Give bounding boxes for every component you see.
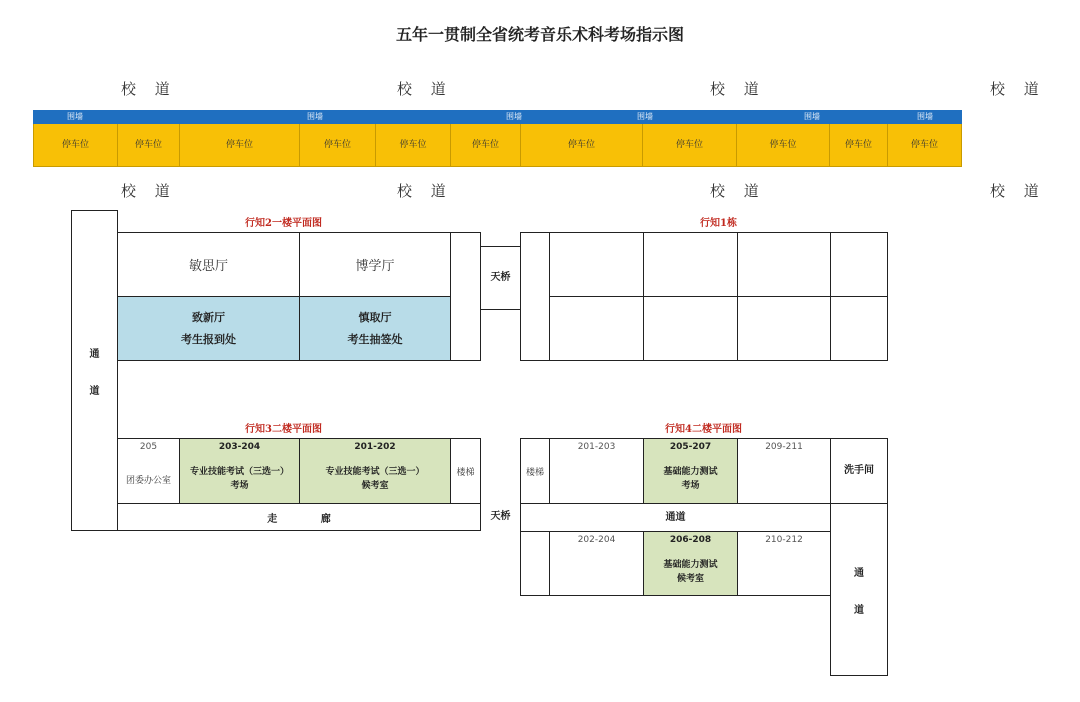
room-206-208 bbox=[643, 531, 738, 596]
channel-char: 通 bbox=[854, 567, 864, 579]
school-road-label: 校 道 bbox=[990, 182, 1039, 200]
room-desc: 考生报到处 bbox=[181, 332, 236, 346]
hall-boxue: 博学厅 bbox=[299, 232, 451, 297]
room-desc: 候考室 bbox=[361, 481, 389, 491]
wall-label: 围墙 bbox=[307, 112, 323, 121]
building1-room bbox=[737, 232, 831, 297]
parking-space: 停车位 bbox=[830, 124, 888, 167]
building1-room bbox=[830, 232, 888, 297]
hall-minsi: 敏思厅 bbox=[117, 232, 300, 297]
room-209-211 bbox=[737, 438, 831, 504]
page-title: 五年一贯制全省统考音乐术科考场指示图 bbox=[395, 25, 684, 44]
room-desc: 基础能力测试 bbox=[663, 467, 718, 477]
room-number: 210-212 bbox=[765, 535, 803, 545]
room-210-212 bbox=[737, 531, 831, 596]
room-name: 慎取厅 bbox=[358, 310, 392, 324]
stairs-b3: 楼梯 bbox=[450, 438, 481, 504]
room-number: 202-204 bbox=[577, 535, 616, 545]
building3-title: 行知3二楼平面图 bbox=[245, 424, 322, 435]
building1-room bbox=[737, 296, 831, 361]
washroom: 洗手间 bbox=[830, 438, 888, 504]
stairs-b4: 楼梯 bbox=[520, 438, 550, 504]
parking-space: 停车位 bbox=[643, 124, 737, 167]
room-desc: 团委办公室 bbox=[125, 476, 171, 486]
room-desc: 专业技能考试（三选一） bbox=[325, 467, 425, 477]
parking-space: 停车位 bbox=[180, 124, 300, 167]
building1-room bbox=[643, 232, 738, 297]
room-desc: 基础能力测试 bbox=[663, 560, 718, 570]
corridor-b4: 通道 bbox=[520, 503, 831, 532]
school-road-label: 校 道 bbox=[710, 80, 759, 98]
left-channel bbox=[71, 210, 118, 531]
parking-space: 停车位 bbox=[521, 124, 643, 167]
parking-space: 停车位 bbox=[737, 124, 830, 167]
building4-side-room bbox=[520, 531, 550, 596]
room-name: 致新厅 bbox=[192, 310, 225, 324]
sky-bridge-top: 天桥 bbox=[480, 246, 521, 310]
room-203-204 bbox=[179, 438, 300, 504]
wall-label: 围墙 bbox=[637, 112, 653, 121]
room-201-203 bbox=[549, 438, 644, 504]
wall-label: 围墙 bbox=[804, 112, 820, 121]
room-number: 203-204 bbox=[218, 442, 261, 452]
sky-bridge-bottom: 天桥 bbox=[490, 511, 511, 522]
room-number: 209-211 bbox=[765, 442, 803, 452]
room-desc: 考场 bbox=[230, 481, 249, 491]
corridor-b3 bbox=[117, 503, 481, 531]
room-desc: 考生抽签处 bbox=[347, 332, 403, 346]
parking-space: 停车位 bbox=[451, 124, 521, 167]
channel-char: 通 bbox=[89, 348, 100, 360]
room-number: 206-208 bbox=[669, 535, 712, 545]
channel-char: 道 bbox=[89, 385, 100, 397]
room-number: 205-207 bbox=[669, 442, 712, 452]
building4-title: 行知4二楼平面图 bbox=[665, 424, 742, 435]
room-205 bbox=[117, 438, 180, 504]
room-shenqu bbox=[299, 296, 451, 361]
room-205-207 bbox=[643, 438, 738, 504]
room-zhixin bbox=[117, 296, 300, 361]
wall-label: 围墙 bbox=[506, 112, 522, 121]
school-road-label: 校 道 bbox=[710, 182, 759, 200]
building1-side-room bbox=[520, 232, 550, 361]
parking-space: 停车位 bbox=[300, 124, 376, 167]
parking-space: 停车位 bbox=[118, 124, 180, 167]
room-desc: 专业技能考试（三选一） bbox=[189, 467, 289, 477]
right-channel bbox=[830, 503, 888, 676]
corridor-label: 走 廊 bbox=[267, 514, 331, 525]
room-201-202 bbox=[299, 438, 451, 504]
building2-side-room bbox=[450, 232, 481, 361]
school-road-label: 校 道 bbox=[121, 80, 170, 98]
parking-space: 停车位 bbox=[376, 124, 451, 167]
building2-title: 行知2一楼平面图 bbox=[245, 218, 322, 229]
building1-room bbox=[830, 296, 888, 361]
wall-label: 围墙 bbox=[67, 112, 83, 121]
room-202-204 bbox=[549, 531, 644, 596]
room-desc: 候考室 bbox=[676, 574, 704, 584]
building1-room bbox=[549, 232, 644, 297]
building1-room bbox=[549, 296, 644, 361]
channel-char: 道 bbox=[854, 604, 864, 616]
school-road-label: 校 道 bbox=[397, 182, 446, 200]
building1-room bbox=[643, 296, 738, 361]
parking-space: 停车位 bbox=[33, 124, 118, 167]
room-number: 201-203 bbox=[577, 442, 616, 452]
school-road-label: 校 道 bbox=[990, 80, 1039, 98]
school-road-label: 校 道 bbox=[121, 182, 170, 200]
building1-title: 行知1栋 bbox=[700, 218, 737, 229]
room-number: 201-202 bbox=[354, 442, 396, 452]
room-number: 205 bbox=[139, 442, 158, 452]
school-road-label: 校 道 bbox=[397, 80, 446, 98]
wall-label: 围墙 bbox=[917, 112, 933, 121]
parking-space: 停车位 bbox=[888, 124, 962, 167]
room-desc: 考场 bbox=[681, 481, 700, 491]
